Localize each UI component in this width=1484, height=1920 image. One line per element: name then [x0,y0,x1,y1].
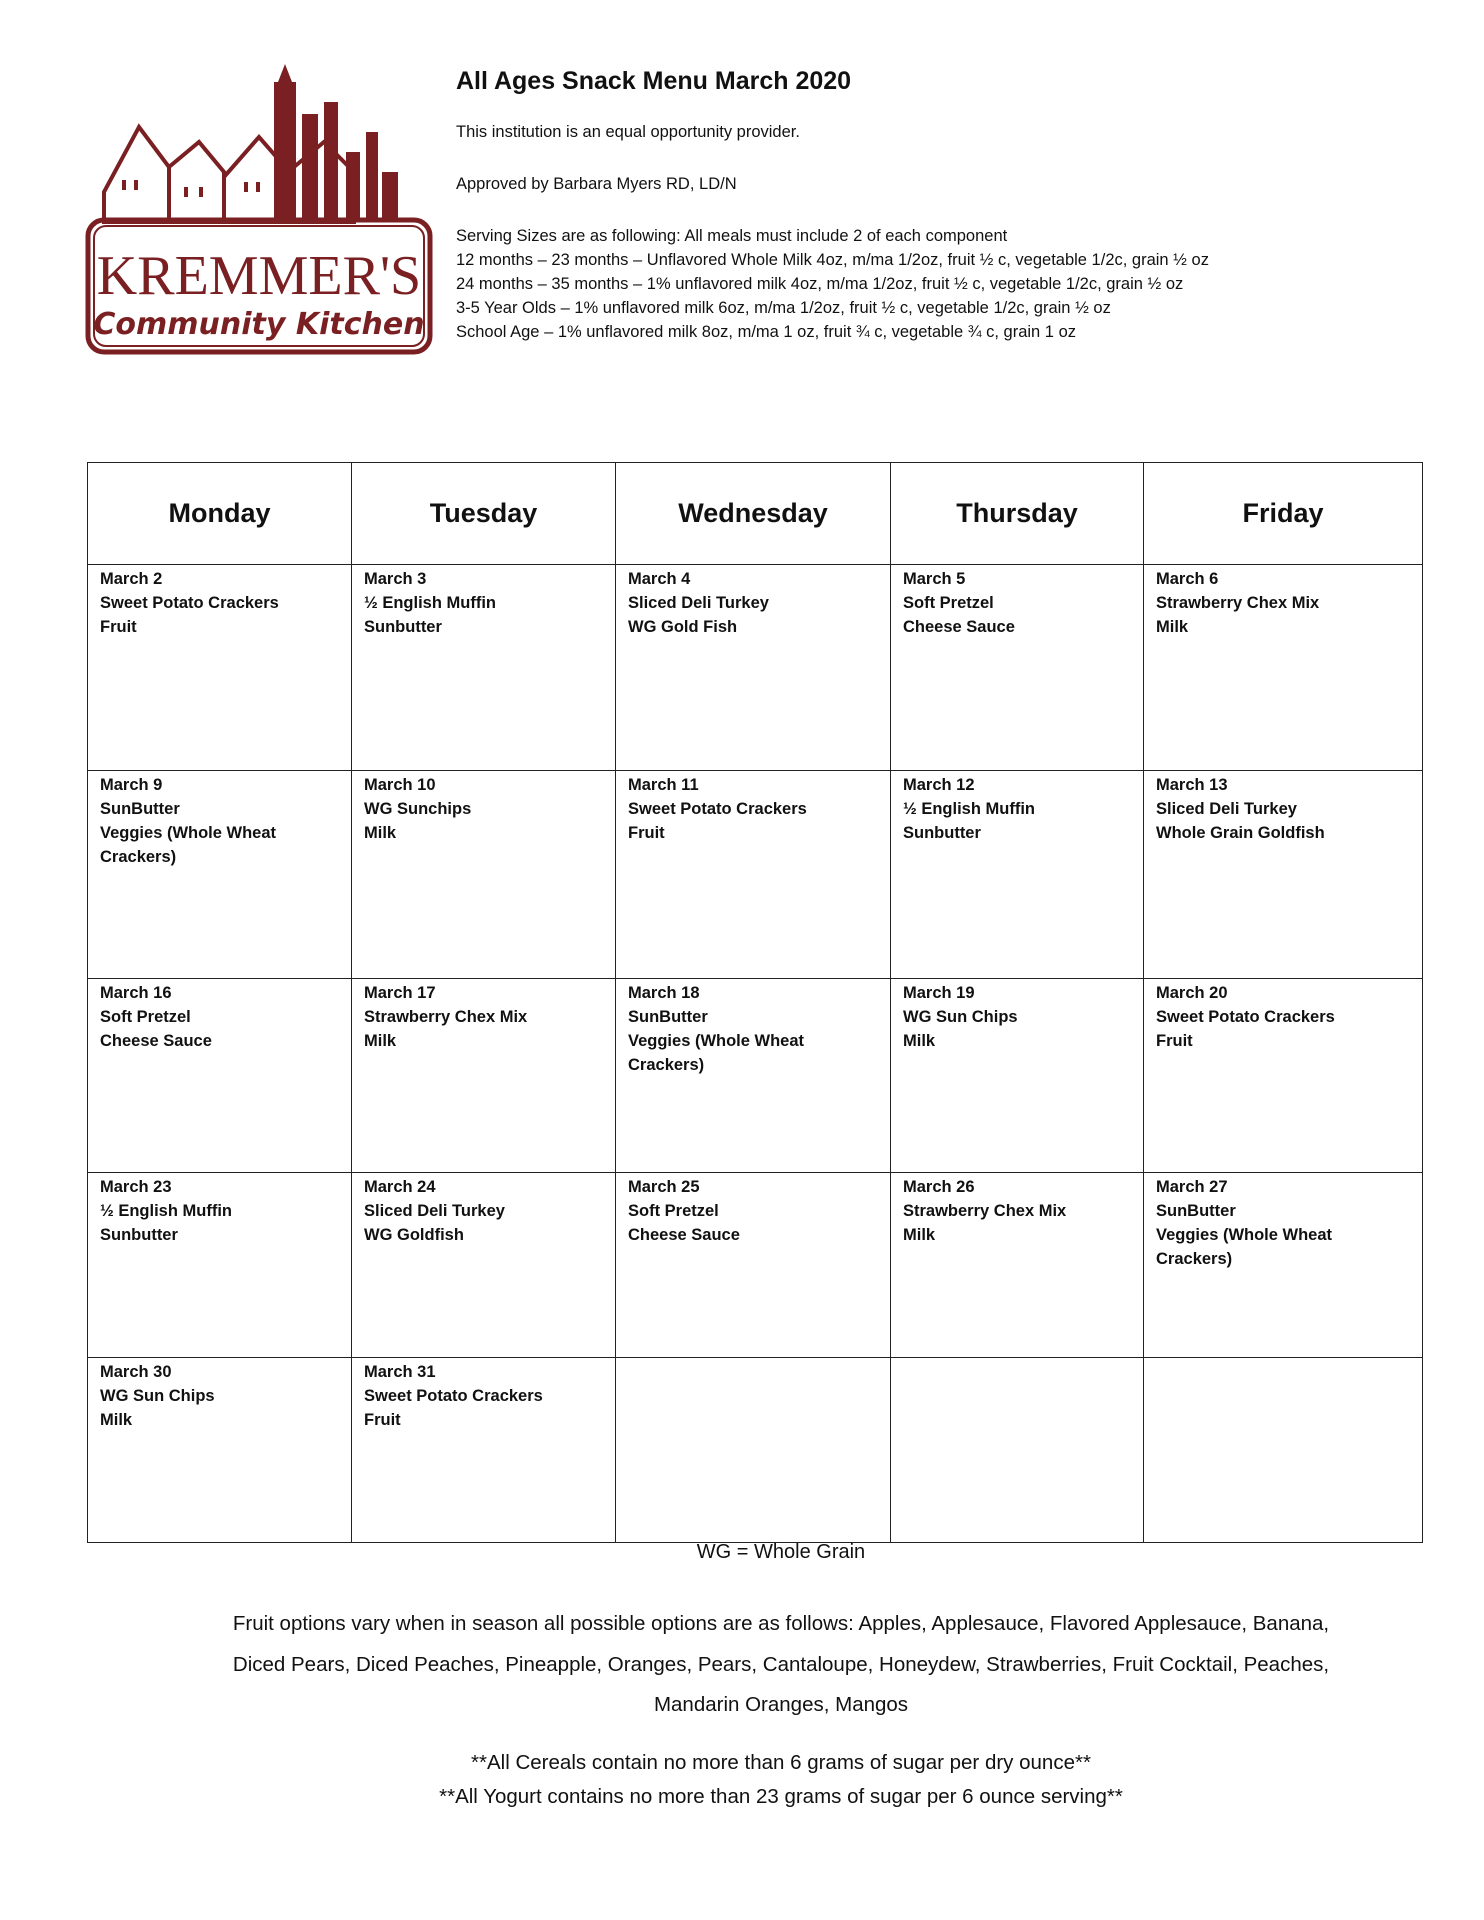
weekday-header-friday: Friday [1144,463,1423,565]
day-date: March 2 [100,570,163,588]
kremmers-logo [84,62,436,362]
day-cell [1144,1173,1423,1358]
menu-item: WG Sunchips [364,800,472,818]
fruit-options-line: Mandarin Oranges, Mangos [653,1693,909,1716]
fruit-options-line: Fruit options vary when in season all possible options are as follows: Apples, Applesauce, Flavored Applesauce, Banana, [232,1612,1330,1635]
menu-item: ½ English Muffin [903,800,1035,818]
menu-item: Fruit [100,618,137,636]
menu-item: Fruit [364,1411,401,1429]
day-date: March 26 [903,1178,975,1196]
menu-item: Sweet Potato Crackers [364,1387,543,1405]
menu-item: Milk [903,1226,936,1244]
sugar-notes [0,1746,1484,1814]
menu-item: WG Sun Chips [100,1387,215,1405]
menu-item: Sunbutter [903,824,981,842]
day-cell [352,1173,616,1358]
svg-text:Community Kitchen: Community Kitchen [93,307,425,342]
menu-item: Sweet Potato Crackers [628,800,807,818]
day-date: March 9 [100,776,163,794]
day-cell [616,1173,891,1358]
approved-by-text: Approved by Barbara Myers RD, LD/N [456,175,737,193]
week-row [88,1358,1423,1543]
day-cell [616,565,891,771]
menu-item: Crackers) [100,848,177,866]
day-cell [352,1358,616,1543]
menu-item: Milk [1156,618,1189,636]
serving-intro: Serving Sizes are as following: All meals must include 2 of each component [456,227,1008,245]
weekday-header-monday: Monday [88,463,352,565]
day-date: March 23 [100,1178,172,1196]
day-date: March 6 [1156,570,1219,588]
fruit-options-note [180,1604,1382,1726]
menu-item: SunButter [1156,1202,1236,1220]
day-date: March 4 [628,570,691,588]
day-date: March 31 [364,1363,436,1381]
week-row [88,565,1423,771]
menu-item: Cheese Sauce [100,1032,212,1050]
day-date: March 3 [364,570,427,588]
day-cell [891,979,1144,1173]
day-date: March 25 [628,1178,700,1196]
menu-item: Sliced Deli Turkey [628,594,769,612]
svg-text:KREMMER'S: KREMMER'S [96,245,422,307]
snack-calendar [87,462,1423,1543]
menu-item: Sliced Deli Turkey [1156,800,1297,818]
menu-item: SunButter [628,1008,708,1026]
empty-day-cell [891,1358,1144,1543]
menu-item: Cheese Sauce [903,618,1015,636]
menu-item: Milk [364,1032,397,1050]
day-cell [1144,771,1423,979]
menu-item: Soft Pretzel [100,1008,191,1026]
empty-day-cell [616,1358,891,1543]
serving-line: 3-5 Year Olds – 1% unflavored milk 6oz, m/ma 1/2oz, fruit ½ c, vegetable 1/2c, grain ½ oz [456,299,1111,317]
day-cell [88,1358,352,1543]
day-cell [891,1173,1144,1358]
menu-item: Veggies (Whole Wheat [1156,1226,1333,1244]
menu-item: Sunbutter [364,618,442,636]
menu-item: Sliced Deli Turkey [364,1202,505,1220]
day-date: March 20 [1156,984,1228,1002]
menu-item: Soft Pretzel [903,594,994,612]
day-cell [352,771,616,979]
cereal-sugar-note: **All Cereals contain no more than 6 grams of sugar per dry ounce** [471,1751,1091,1774]
menu-item: Strawberry Chex Mix [903,1202,1067,1220]
day-date: March 17 [364,984,436,1002]
day-date: March 12 [903,776,975,794]
menu-header [456,64,1436,344]
serving-line: 12 months – 23 months – Unflavored Whole Milk 4oz, m/ma 1/2oz, fruit ½ c, vegetable 1/2c, grain ½ oz [456,251,1209,269]
day-date: March 30 [100,1363,172,1381]
menu-item: Veggies (Whole Wheat [628,1032,805,1050]
menu-item: Veggies (Whole Wheat [100,824,277,842]
weekday-header-wednesday: Wednesday [616,463,891,565]
menu-item: WG Goldfish [364,1226,464,1244]
day-cell [88,565,352,771]
page-title: All Ages Snack Menu March 2020 [456,67,852,95]
serving-line: School Age – 1% unflavored milk 8oz, m/ma 1 oz, fruit ¾ c, vegetable ¾ c, grain 1 oz [456,323,1076,341]
menu-item: Whole Grain Goldfish [1156,824,1325,842]
menu-item: Soft Pretzel [628,1202,719,1220]
equal-opportunity-text: This institution is an equal opportunity provider. [456,123,800,141]
menu-item: WG Sun Chips [903,1008,1018,1026]
serving-line: 24 months – 35 months – 1% unflavored milk 4oz, m/ma 1/2oz, fruit ½ c, vegetable 1/2c, grain ½ oz [456,275,1184,293]
day-cell [616,771,891,979]
week-row [88,771,1423,979]
menu-item: SunButter [100,800,180,818]
day-cell [616,979,891,1173]
day-cell [1144,979,1423,1173]
day-cell [88,1173,352,1358]
day-date: March 5 [903,570,966,588]
wg-legend: WG = Whole Grain [696,1541,866,1563]
week-row [88,1173,1423,1358]
day-cell [891,771,1144,979]
menu-item: Milk [100,1411,133,1429]
day-cell [352,979,616,1173]
day-cell [891,565,1144,771]
menu-item: Fruit [628,824,665,842]
menu-item: ½ English Muffin [100,1202,232,1220]
menu-item: ½ English Muffin [364,594,496,612]
weekday-header-thursday: Thursday [891,463,1144,565]
day-date: March 16 [100,984,172,1002]
empty-day-cell [1144,1358,1423,1543]
menu-item: Milk [903,1032,936,1050]
day-date: March 19 [903,984,975,1002]
day-date: March 13 [1156,776,1228,794]
day-date: March 11 [628,776,699,794]
day-cell [88,979,352,1173]
menu-item: Sunbutter [100,1226,178,1244]
menu-item: Cheese Sauce [628,1226,740,1244]
menu-item: Milk [364,824,397,842]
day-date: March 24 [364,1178,436,1196]
yogurt-sugar-note: **All Yogurt contains no more than 23 grams of sugar per 6 ounce serving** [439,1785,1123,1808]
menu-item: Crackers) [1156,1250,1233,1268]
menu-item: WG Gold Fish [628,618,738,636]
day-date: March 27 [1156,1178,1228,1196]
day-cell [1144,565,1423,771]
week-row [88,979,1423,1173]
fruit-options-line: Diced Pears, Diced Peaches, Pineapple, Oranges, Pears, Cantaloupe, Honeydew, Strawberries, Fruit Cocktail, Peaches, [232,1652,1330,1676]
day-cell [352,565,616,771]
menu-item: Sweet Potato Crackers [1156,1008,1335,1026]
menu-item: Strawberry Chex Mix [1156,594,1320,612]
day-date: March 10 [364,776,436,794]
skyline-icon [84,62,436,362]
menu-item: Sweet Potato Crackers [100,594,279,612]
day-cell [88,771,352,979]
menu-item: Strawberry Chex Mix [364,1008,528,1026]
weekday-header-row [88,463,1423,565]
day-date: March 18 [628,984,700,1002]
weekday-header-tuesday: Tuesday [352,463,616,565]
menu-item: Crackers) [628,1056,705,1074]
menu-item: Fruit [1156,1032,1193,1050]
